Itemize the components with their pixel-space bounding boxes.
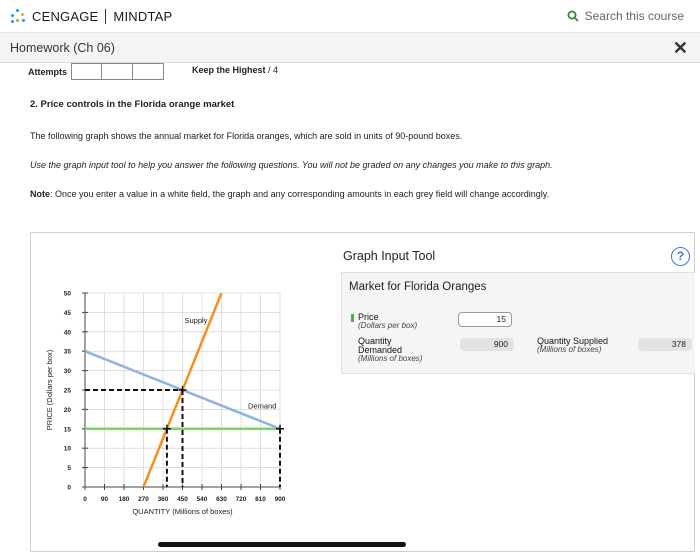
search-course[interactable]	[567, 9, 684, 23]
attempt-box	[133, 63, 164, 80]
x-tick-label: 810	[255, 496, 266, 503]
y-tick-label: 5	[67, 465, 71, 473]
search-icon	[567, 10, 579, 22]
quantity-demanded-unit: (Millions of boxes)	[358, 354, 423, 363]
help-icon[interactable]: ?	[671, 247, 690, 266]
keep-highest-value: / 4	[268, 65, 279, 75]
y-tick-label: 45	[63, 309, 71, 317]
y-tick-label: 40	[63, 329, 71, 337]
top-bar	[0, 0, 700, 33]
market-title: Market for Florida Oranges	[349, 281, 487, 293]
attempts-row	[28, 63, 164, 80]
y-axis-label: PRICE (Dollars per box)	[45, 349, 54, 431]
quantity-supplied-label: Quantity Supplied	[537, 336, 609, 346]
x-tick-label: 540	[196, 496, 208, 503]
assignment-titlebar	[0, 33, 700, 63]
price-unit: (Dollars per box)	[358, 321, 418, 330]
y-tick-label: 20	[63, 406, 71, 414]
x-tick-label: 90	[100, 496, 109, 503]
graph-input-tool-title: Graph Input Tool	[343, 249, 436, 263]
equilibrium-point	[179, 386, 187, 394]
note-label: Note	[30, 189, 50, 199]
quantity-demanded-label-1: Quantity	[358, 336, 392, 346]
brand-cengage: CENGAGE	[32, 8, 99, 24]
search-label: Search this course	[584, 9, 684, 23]
attempts-label: Attempts	[28, 66, 68, 77]
y-tick-label: 30	[63, 368, 71, 376]
price-marker	[351, 314, 354, 322]
quantity-demanded-label-2: Demanded	[358, 345, 403, 355]
question-intro: The following graph shows the annual market for Florida oranges, which are sold in units of 90-pound boxes.	[30, 131, 463, 141]
x-tick-label: 630	[216, 496, 227, 503]
brand-divider	[105, 9, 106, 24]
question-note	[30, 189, 549, 199]
x-tick-label: 450	[177, 496, 188, 503]
y-tick-label: 0	[67, 484, 71, 492]
x-tick-label: 0	[83, 496, 87, 503]
keep-highest	[192, 65, 278, 75]
y-tick-label: 25	[63, 387, 71, 395]
quantity-supplied-unit: (Millions of boxes)	[537, 345, 602, 354]
attempt-box	[102, 63, 133, 80]
note-text: : Once you enter a value in a white field, the graph and any corresponding amounts in each grey field will change accordingly.	[50, 189, 550, 199]
control-point	[163, 425, 171, 433]
quantity-supplied-value: 378	[638, 338, 692, 351]
quantity-demanded-value: 900	[460, 338, 514, 351]
y-tick-label: 10	[63, 445, 71, 453]
demand-label: Demand	[248, 401, 277, 411]
close-icon[interactable]: ✕	[672, 38, 688, 58]
x-axis-label: QUANTITY (Millions of boxes)	[132, 507, 233, 516]
attempt-boxes	[71, 63, 164, 80]
y-tick-label: 35	[63, 348, 71, 356]
supply-demand-chart[interactable]	[30, 270, 290, 530]
y-tick-label: 50	[63, 290, 71, 298]
y-tick-label: 15	[63, 426, 71, 434]
cengage-logo-icon	[10, 8, 26, 24]
control-point	[276, 425, 284, 433]
x-tick-label: 270	[138, 496, 149, 503]
brand-mindtap: MINDTAP	[113, 8, 173, 24]
horizontal-scrollbar[interactable]	[158, 542, 406, 547]
attempt-box	[71, 63, 102, 80]
x-tick-label: 180	[118, 496, 130, 503]
x-tick-label: 900	[274, 496, 286, 503]
x-tick-label: 360	[157, 496, 169, 503]
price-label: Price	[358, 312, 379, 322]
assignment-title: Homework (Ch 06)	[10, 41, 115, 55]
price-input[interactable]: 15	[458, 312, 512, 327]
x-tick-label: 720	[235, 496, 247, 503]
cengage-logo[interactable]	[10, 8, 172, 24]
supply-label: Supply	[184, 316, 208, 326]
keep-highest-label: Keep the Highest	[192, 65, 266, 75]
question-title: 2. Price controls in the Florida orange market	[30, 99, 235, 110]
question-instruction: Use the graph input tool to help you answer the following questions. You will not be graded on any changes you make to this graph.	[30, 160, 553, 170]
